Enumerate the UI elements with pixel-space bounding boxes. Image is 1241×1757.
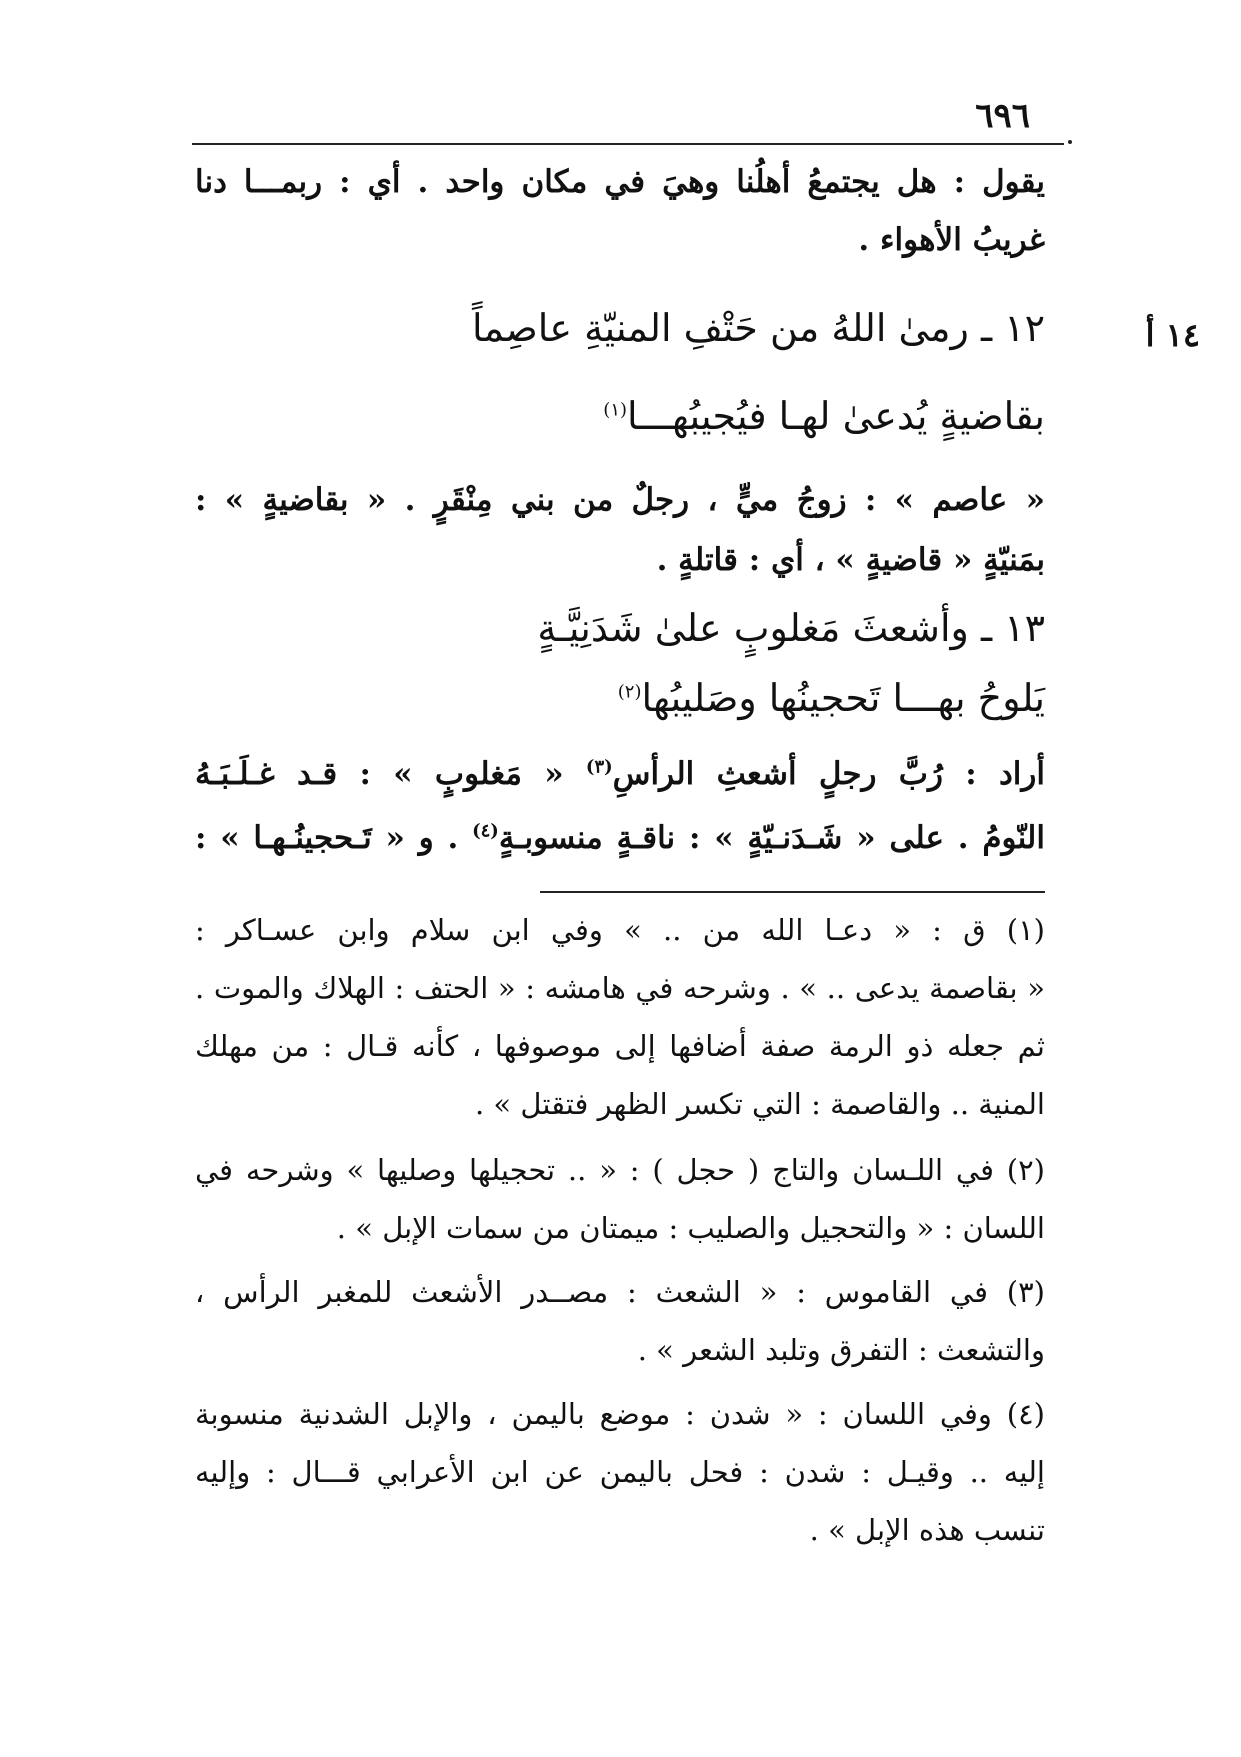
verse-12-second-hemistich bbox=[195, 388, 1085, 444]
footnote-1-line: (١) ق : « دعـا الله من .. » وفي ابن سلام وابن عسـاكر : bbox=[195, 913, 1045, 947]
commentary-text: أراد : رُبَّ رجلٍ أشعثِ الرأسِ bbox=[612, 756, 1045, 792]
commentary-line: « عاصم » : زوجُ ميٍّ ، رجلٌ من بني مِنْقَرٍ . « بقاضيةٍ » : bbox=[195, 482, 1045, 518]
verse-13-first-hemistich: ١٣ ـ وأشعثَ مَغلوبٍ علىٰ شَدَنِيَّـةٍ bbox=[537, 606, 1045, 650]
commentary-line: يقول : هل يجتمعُ أهلُنا وهيَ في مكان واحد . أي : ربمـــا دنا bbox=[195, 164, 1045, 200]
commentary-line: غريبُ الأهواء . bbox=[858, 222, 1045, 258]
footnote-marker: (١) bbox=[603, 399, 628, 421]
footnote-marker: (٢) bbox=[617, 681, 642, 703]
footnote-rule bbox=[540, 891, 1045, 893]
commentary-text: « مَغلوبٍ » : قـد غـلَـبَـهُ bbox=[195, 756, 586, 792]
commentary-line bbox=[195, 816, 1045, 860]
footnote-marker: (٣) bbox=[585, 756, 613, 778]
footnote-1-line: « بقاصمة يدعى .. » . وشرحه في هامشه : « الحتف : الهلاك والموت . bbox=[195, 971, 1045, 1005]
footnote-4-line: إليه .. وقيـل : شدن : فحل باليمن عن ابن الأعرابي قـــال : وإليه bbox=[195, 1455, 1045, 1489]
footnote-1-line: ثم جعله ذو الرمة صفة أضافها إلى موصوفها ، كأنه قـال : من مهلك bbox=[195, 1029, 1045, 1063]
footnote-1-line: المنية .. والقاصمة : التي تكسر الظهر فتقتل » . bbox=[474, 1087, 1045, 1121]
commentary-line: بمَنيّةٍ « قاضيةٍ » ، أي : قاتلةٍ . bbox=[656, 542, 1045, 578]
commentary-line bbox=[195, 752, 1045, 796]
header-rule bbox=[192, 143, 1064, 145]
verse-12-first-hemistich: ١٢ ـ رمىٰ اللهُ من حَتْفِ المنيّةِ عاصِماً bbox=[471, 306, 1045, 350]
hemistich-text: يَلوحُ بهـــا تَحجينُها وصَليبُها bbox=[641, 676, 1045, 720]
footnote-4-line: تنسب هذه الإبل » . bbox=[809, 1513, 1045, 1547]
footnote-marker: (٤) bbox=[472, 820, 499, 842]
footnote-2-line: (٢) في اللـسان والتاج ( حجل ) : « .. تحجيلها وصليها » وشرحه في bbox=[195, 1153, 1045, 1187]
header-rule-dot bbox=[1068, 140, 1072, 144]
footnote-2-line: اللسان : « والتحجيل والصليب : ميمتان من سمات الإبل » . bbox=[336, 1211, 1045, 1245]
verse-13-second-hemistich bbox=[195, 670, 1085, 726]
margin-folio-note: ١٤ أ bbox=[1145, 316, 1200, 354]
commentary-text: النّومُ . على « شَـدَنـيّةٍ » : ناقـةٍ منسوبـةٍ bbox=[498, 820, 1045, 856]
page-number: ٦٩٦ bbox=[975, 96, 1030, 136]
footnote-3-line: (٣) في القاموس : « الشعث : مصــدر الأشعث للمغبر الرأس ، bbox=[195, 1275, 1045, 1309]
hemistich-text: بقاضيةٍ يُدعىٰ لهـا فيُجيبُهـــا bbox=[627, 394, 1045, 438]
footnote-3-line: والتشعث : التفرق وتلبد الشعر » . bbox=[637, 1333, 1045, 1367]
footnote-4-line: (٤) وفي اللسان : « شدن : موضع باليمن ، والإبل الشدنية منسوبة bbox=[195, 1397, 1045, 1431]
commentary-text: . و « تَـحجينُـهـا » : bbox=[195, 820, 473, 856]
